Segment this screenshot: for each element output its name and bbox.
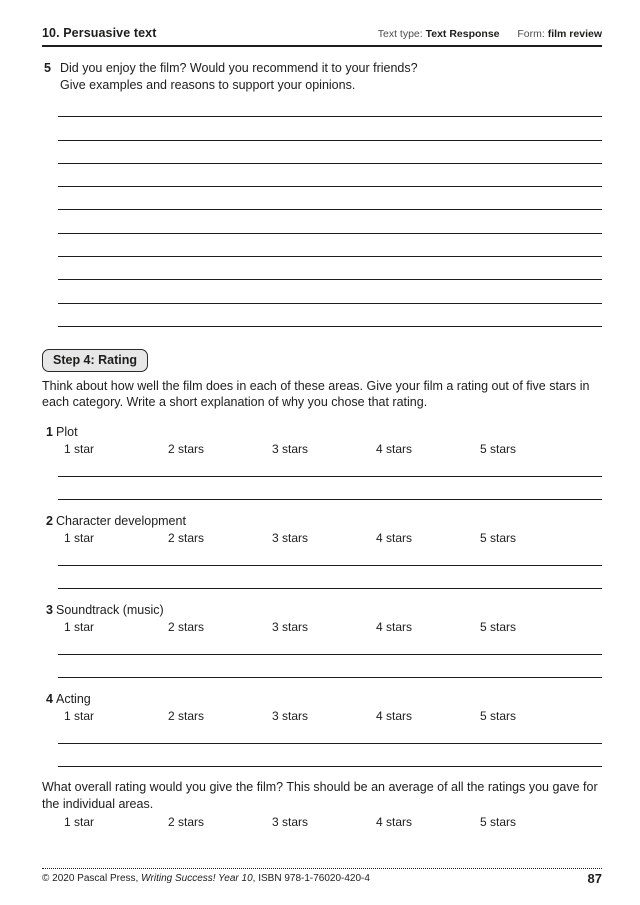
book-title: Writing Success! Year 10 [141,873,253,884]
star-option-5-stars[interactable]: 5 stars [480,619,517,634]
star-option-3-stars[interactable]: 3 stars [272,708,309,723]
answer-line[interactable] [58,187,602,210]
star-rating-row [42,708,602,725]
star-option-5-stars[interactable]: 5 stars [480,708,517,723]
page-meta [378,28,602,40]
star-option-4-stars[interactable]: 4 stars [376,814,413,829]
answer-line[interactable] [58,141,602,164]
answer-line[interactable] [58,94,602,117]
answer-line[interactable] [58,636,602,655]
answer-line[interactable] [58,280,602,303]
category-answer-area [58,725,602,767]
answer-line[interactable] [58,210,602,233]
category-label: Character development [56,513,186,528]
page-number: 87 [587,871,602,886]
category-header [42,424,602,440]
question-text [60,60,418,94]
answer-line[interactable] [58,566,602,589]
question-5-answer-area [58,94,602,327]
star-option-1-star[interactable]: 1 star [64,814,95,829]
question-text-line2: Give examples and reasons to support your opinions. [60,78,356,92]
answer-line[interactable] [58,744,602,767]
form-value: film review [547,28,602,40]
category-answer-area [58,547,602,589]
question-5 [42,60,602,94]
star-rating-row [42,619,602,636]
answer-line[interactable] [58,234,602,257]
page-footer [42,868,602,885]
answer-line[interactable] [58,547,602,566]
step4-intro: Think about how well the film does in each of these areas. Give your film a rating out of five stars in each category. Write a short explanation of why you chose that rating. [42,378,590,410]
answer-line[interactable] [58,477,602,500]
overall-star-rating-row [42,814,602,831]
star-option-2-stars[interactable]: 2 stars [168,708,205,723]
star-option-1-star[interactable]: 1 star [64,530,95,545]
star-option-3-stars[interactable]: 3 stars [272,619,309,634]
star-option-4-stars[interactable]: 4 stars [376,708,413,723]
text-type-value: Text Response [425,28,500,40]
question-text-line1: Did you enjoy the film? Would you recommend it to your friends? [60,61,418,75]
rating-category-soundtrack [42,602,602,678]
category-answer-area [58,636,602,678]
rating-category-character-development [42,513,602,589]
star-option-4-stars[interactable]: 4 stars [376,530,413,545]
rating-category-acting [42,691,602,767]
category-header [42,602,602,618]
category-number: 3 [46,602,53,617]
category-answer-area [58,458,602,500]
star-option-2-stars[interactable]: 2 stars [168,441,205,456]
rating-category-plot [42,424,602,500]
answer-line[interactable] [58,458,602,477]
copyright-prefix: © 2020 Pascal Press, [42,873,142,884]
category-label: Plot [56,424,78,439]
star-option-4-stars[interactable]: 4 stars [376,619,413,634]
question-number: 5 [44,61,51,75]
star-option-2-stars[interactable]: 2 stars [168,530,205,545]
star-option-5-stars[interactable]: 5 stars [480,530,517,545]
star-option-4-stars[interactable]: 4 stars [376,441,413,456]
form-label: Form: [517,28,545,40]
star-option-3-stars[interactable]: 3 stars [272,530,309,545]
star-option-5-stars[interactable]: 5 stars [480,814,517,829]
star-option-1-star[interactable]: 1 star [64,441,95,456]
answer-line[interactable] [58,655,602,678]
overall-rating-question: What overall rating would you give the film? This should be an average of all the ratings you gave for the individual areas. [42,779,598,811]
star-option-5-stars[interactable]: 5 stars [480,441,517,456]
answer-line[interactable] [58,304,602,327]
text-type-label: Text type: [377,28,423,40]
category-number: 1 [46,424,53,439]
chapter-title: 10. Persuasive text [42,26,157,40]
category-label: Soundtrack (music) [56,602,164,617]
category-number: 2 [46,513,53,528]
star-rating-row [42,530,602,547]
category-label: Acting [56,691,91,706]
star-option-3-stars[interactable]: 3 stars [272,814,309,829]
star-option-1-star[interactable]: 1 star [64,619,95,634]
answer-line[interactable] [58,725,602,744]
category-header [42,691,602,707]
star-option-2-stars[interactable]: 2 stars [168,814,205,829]
isbn-suffix: , ISBN 978-1-76020-420-4 [252,873,370,884]
page-header [42,26,602,47]
answer-line[interactable] [58,117,602,140]
star-rating-row [42,441,602,458]
star-option-2-stars[interactable]: 2 stars [168,619,205,634]
answer-line[interactable] [58,164,602,187]
star-option-1-star[interactable]: 1 star [64,708,95,723]
category-header [42,513,602,529]
star-option-3-stars[interactable]: 3 stars [272,441,309,456]
copyright-line [42,873,370,884]
step4-badge: Step 4: Rating [42,349,148,372]
answer-line[interactable] [58,257,602,280]
category-number: 4 [46,691,53,706]
